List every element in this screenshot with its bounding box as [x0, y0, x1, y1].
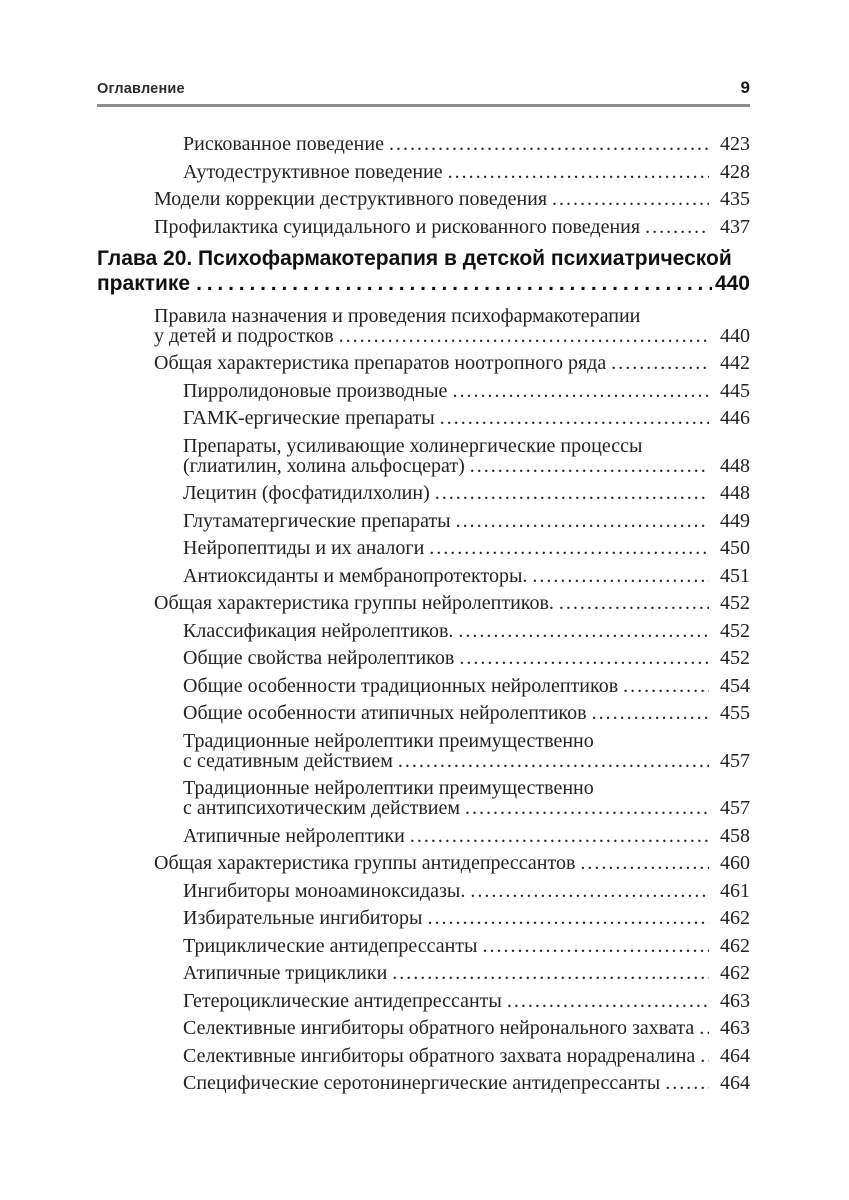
entry-title: практике	[97, 271, 191, 295]
entry-page-number: 448	[720, 454, 750, 477]
entry-title: (глиатилин, холина альфосцерат)	[183, 454, 465, 477]
dot-leader	[458, 621, 709, 641]
entry-page-number: 437	[720, 215, 750, 238]
toc-entry-line	[183, 826, 750, 846]
toc-chapter-heading	[97, 246, 750, 296]
toc-entry-line	[183, 1018, 750, 1038]
entry-page-number: 461	[720, 879, 750, 902]
entry-title: Избирательные ингибиторы	[183, 907, 423, 929]
entry-title: Атипичные трициклики	[183, 962, 388, 984]
entry-title: ГАМК-ергические препараты	[183, 407, 435, 429]
entry-title: Классификация нейролептиков.	[183, 619, 454, 642]
entry-page-number: 464	[720, 1044, 750, 1067]
toc-entry	[97, 731, 750, 771]
entry-title: Традиционные нейролептики преимущественно	[183, 729, 594, 752]
toc-entry	[97, 436, 750, 476]
dot-leader	[452, 381, 709, 401]
entry-page-number: 457	[720, 749, 750, 772]
entry-page-number: 440	[714, 271, 750, 295]
entry-title: Пирролидоновые производные	[183, 379, 448, 402]
entry-title: Рискованное поведение	[183, 133, 384, 155]
toc-entry-line	[154, 593, 750, 613]
header-page-number: 9	[740, 78, 750, 97]
entry-title: Нейропептиды и их аналоги	[183, 537, 425, 559]
toc-entry	[97, 778, 750, 818]
toc-entry-line	[183, 381, 750, 401]
entry-page-number: 452	[720, 619, 750, 642]
dot-leader	[623, 676, 709, 696]
dot-leader	[580, 853, 709, 873]
dot-leader	[456, 511, 709, 531]
entry-page-number: 450	[720, 537, 750, 559]
entry-page-number: 462	[720, 934, 750, 957]
dot-leader	[700, 1046, 709, 1066]
toc-entry-line	[183, 963, 750, 983]
toc-entry	[97, 936, 750, 956]
toc-entry-line	[183, 881, 750, 901]
entry-page-number: 455	[720, 702, 750, 724]
dot-leader	[427, 908, 709, 928]
entry-page-number: 445	[720, 379, 750, 402]
dot-leader	[470, 881, 709, 901]
entry-title: Трициклические антидепрессанты	[183, 934, 478, 957]
toc-entry-line	[183, 1046, 750, 1066]
dot-leader	[448, 162, 709, 182]
entry-page-number: 451	[720, 564, 750, 587]
entry-title: Аутодеструктивное поведение	[183, 160, 443, 183]
entry-page-number: 463	[720, 989, 750, 1012]
toc-entry	[97, 483, 750, 503]
entry-page-number: 428	[720, 160, 750, 183]
toc-entry-line	[183, 731, 750, 751]
dot-leader	[196, 271, 712, 296]
entry-page-number: 442	[720, 352, 750, 374]
entry-title: Лецитин (фосфатидилхолин)	[183, 482, 430, 504]
entry-title: Препараты, усиливающие холинергические процессы	[183, 434, 643, 457]
toc-entry	[97, 703, 750, 723]
entry-page-number: 462	[720, 962, 750, 984]
entry-title: Селективные ингибиторы обратного захвата норадреналина	[183, 1044, 696, 1067]
entry-page-number: 448	[720, 482, 750, 504]
dot-leader	[611, 353, 709, 373]
toc-entry-line	[183, 1073, 750, 1093]
toc-entry-line	[183, 483, 750, 503]
toc-entry-line	[183, 134, 750, 154]
toc-entry-line	[183, 778, 750, 798]
toc-entry	[97, 134, 750, 154]
toc-entry-line	[183, 648, 750, 668]
toc-entry-line	[183, 162, 750, 182]
toc-entry	[97, 511, 750, 531]
entry-title: Глава 20. Психофармакотерапия в детской психиатрической	[97, 246, 732, 270]
dot-leader	[392, 963, 709, 983]
toc-entry-line	[154, 853, 750, 873]
dot-leader	[429, 538, 709, 558]
dot-leader	[410, 826, 709, 846]
toc-entry-line	[154, 189, 750, 209]
toc-entry	[97, 991, 750, 1011]
running-header-title: Оглавление	[97, 81, 185, 97]
dot-leader	[532, 566, 709, 586]
entry-page-number: 454	[720, 674, 750, 697]
toc-entry	[97, 853, 750, 873]
entry-title: Гетероциклические антидепрессанты	[183, 989, 502, 1012]
entry-title: Профилактика суицидального и рискованного поведения	[154, 215, 641, 238]
toc-entry-line	[154, 217, 750, 237]
toc-entry	[97, 1018, 750, 1038]
entry-title: Атипичные нейролептики	[183, 824, 405, 847]
entry-page-number: 457	[720, 797, 750, 819]
entry-page-number: 462	[720, 907, 750, 929]
toc-entry	[97, 826, 750, 846]
toc-entry-line	[183, 908, 750, 928]
toc-entry-line	[183, 456, 750, 476]
entry-page-number: 460	[720, 852, 750, 874]
toc-entry-line	[183, 751, 750, 771]
dot-leader	[470, 456, 709, 476]
toc-entry-line	[183, 538, 750, 558]
toc-entry	[97, 381, 750, 401]
entry-page-number: 452	[720, 592, 750, 614]
toc-entry	[97, 306, 750, 346]
toc-entry	[97, 353, 750, 373]
dot-leader	[645, 217, 709, 237]
toc-entry-line	[183, 991, 750, 1011]
toc-entry-line	[183, 936, 750, 956]
dot-leader	[435, 483, 709, 503]
toc-entry	[97, 408, 750, 428]
toc-entry-line	[183, 511, 750, 531]
toc-list	[97, 134, 750, 1093]
entry-title: Специфические серотонинергические антидепрессанты	[183, 1072, 661, 1094]
toc-entry-line	[183, 703, 750, 723]
page-header	[97, 78, 750, 107]
entry-title: Общие особенности традиционных нейролептиков	[183, 674, 619, 697]
toc-entry-line	[183, 676, 750, 696]
toc-entry	[97, 189, 750, 209]
dot-leader	[699, 1018, 709, 1038]
entry-page-number: 463	[720, 1017, 750, 1039]
entry-page-number: 458	[720, 824, 750, 847]
toc-entry	[97, 566, 750, 586]
toc-entry	[97, 621, 750, 641]
entry-title: Ингибиторы моноаминоксидазы.	[183, 879, 466, 902]
toc-entry	[97, 1046, 750, 1066]
dot-leader	[507, 991, 709, 1011]
entry-title: у детей и подростков	[154, 324, 334, 347]
dot-leader	[465, 798, 709, 818]
toc-entry-line	[97, 246, 750, 271]
entry-page-number: 423	[720, 133, 750, 155]
entry-title: Правила назначения и проведения психофармакотерапии	[154, 304, 641, 327]
toc-entry	[97, 908, 750, 928]
dot-leader	[592, 703, 709, 723]
toc-entry	[97, 648, 750, 668]
toc-entry-line	[154, 306, 750, 326]
entry-title: Глутаматергические препараты	[183, 509, 451, 532]
dot-leader	[559, 593, 709, 613]
toc-entry-line	[154, 326, 750, 346]
entry-page-number: 464	[720, 1072, 750, 1094]
toc-entry-line	[183, 436, 750, 456]
entry-title: Общая характеристика группы антидепрессантов	[154, 852, 576, 874]
entry-page-number: 440	[720, 324, 750, 347]
toc-entry-line	[183, 621, 750, 641]
dot-leader	[459, 648, 709, 668]
entry-title: Общая характеристика группы нейролептиков.	[154, 592, 554, 614]
entry-title: Общая характеристика препаратов ноотропного ряда	[154, 352, 607, 374]
dot-leader	[389, 134, 709, 154]
toc-entry	[97, 217, 750, 237]
entry-title: Традиционные нейролептики преимущественно	[183, 777, 594, 799]
dot-leader	[398, 751, 709, 771]
toc-entry	[97, 963, 750, 983]
entry-title: с седативным действием	[183, 749, 393, 772]
entry-title: Селективные ингибиторы обратного нейронального захвата	[183, 1017, 695, 1039]
dot-leader	[339, 326, 709, 346]
dot-leader	[482, 936, 709, 956]
entry-page-number: 452	[720, 647, 750, 669]
toc-entry-line	[183, 408, 750, 428]
entry-title: Общие свойства нейролептиков	[183, 647, 455, 669]
toc-entry-line	[154, 353, 750, 373]
dot-leader	[665, 1073, 709, 1093]
toc-entry	[97, 593, 750, 613]
entry-title: Общие особенности атипичных нейролептиков	[183, 702, 587, 724]
toc-entry	[97, 676, 750, 696]
toc-entry-line	[97, 271, 750, 296]
entry-title: Модели коррекции деструктивного поведения	[154, 188, 548, 210]
entry-page-number: 449	[720, 509, 750, 532]
entry-page-number: 446	[720, 407, 750, 429]
entry-title: Антиоксиданты и мембранопротекторы.	[183, 564, 528, 587]
entry-title: с антипсихотическим действием	[183, 797, 461, 819]
toc-entry-line	[183, 798, 750, 818]
toc-entry	[97, 162, 750, 182]
toc-entry	[97, 881, 750, 901]
dot-leader	[440, 408, 709, 428]
entry-page-number: 435	[720, 188, 750, 210]
dot-leader	[552, 189, 709, 209]
toc-entry	[97, 538, 750, 558]
toc-entry	[97, 1073, 750, 1093]
toc-entry-line	[183, 566, 750, 586]
